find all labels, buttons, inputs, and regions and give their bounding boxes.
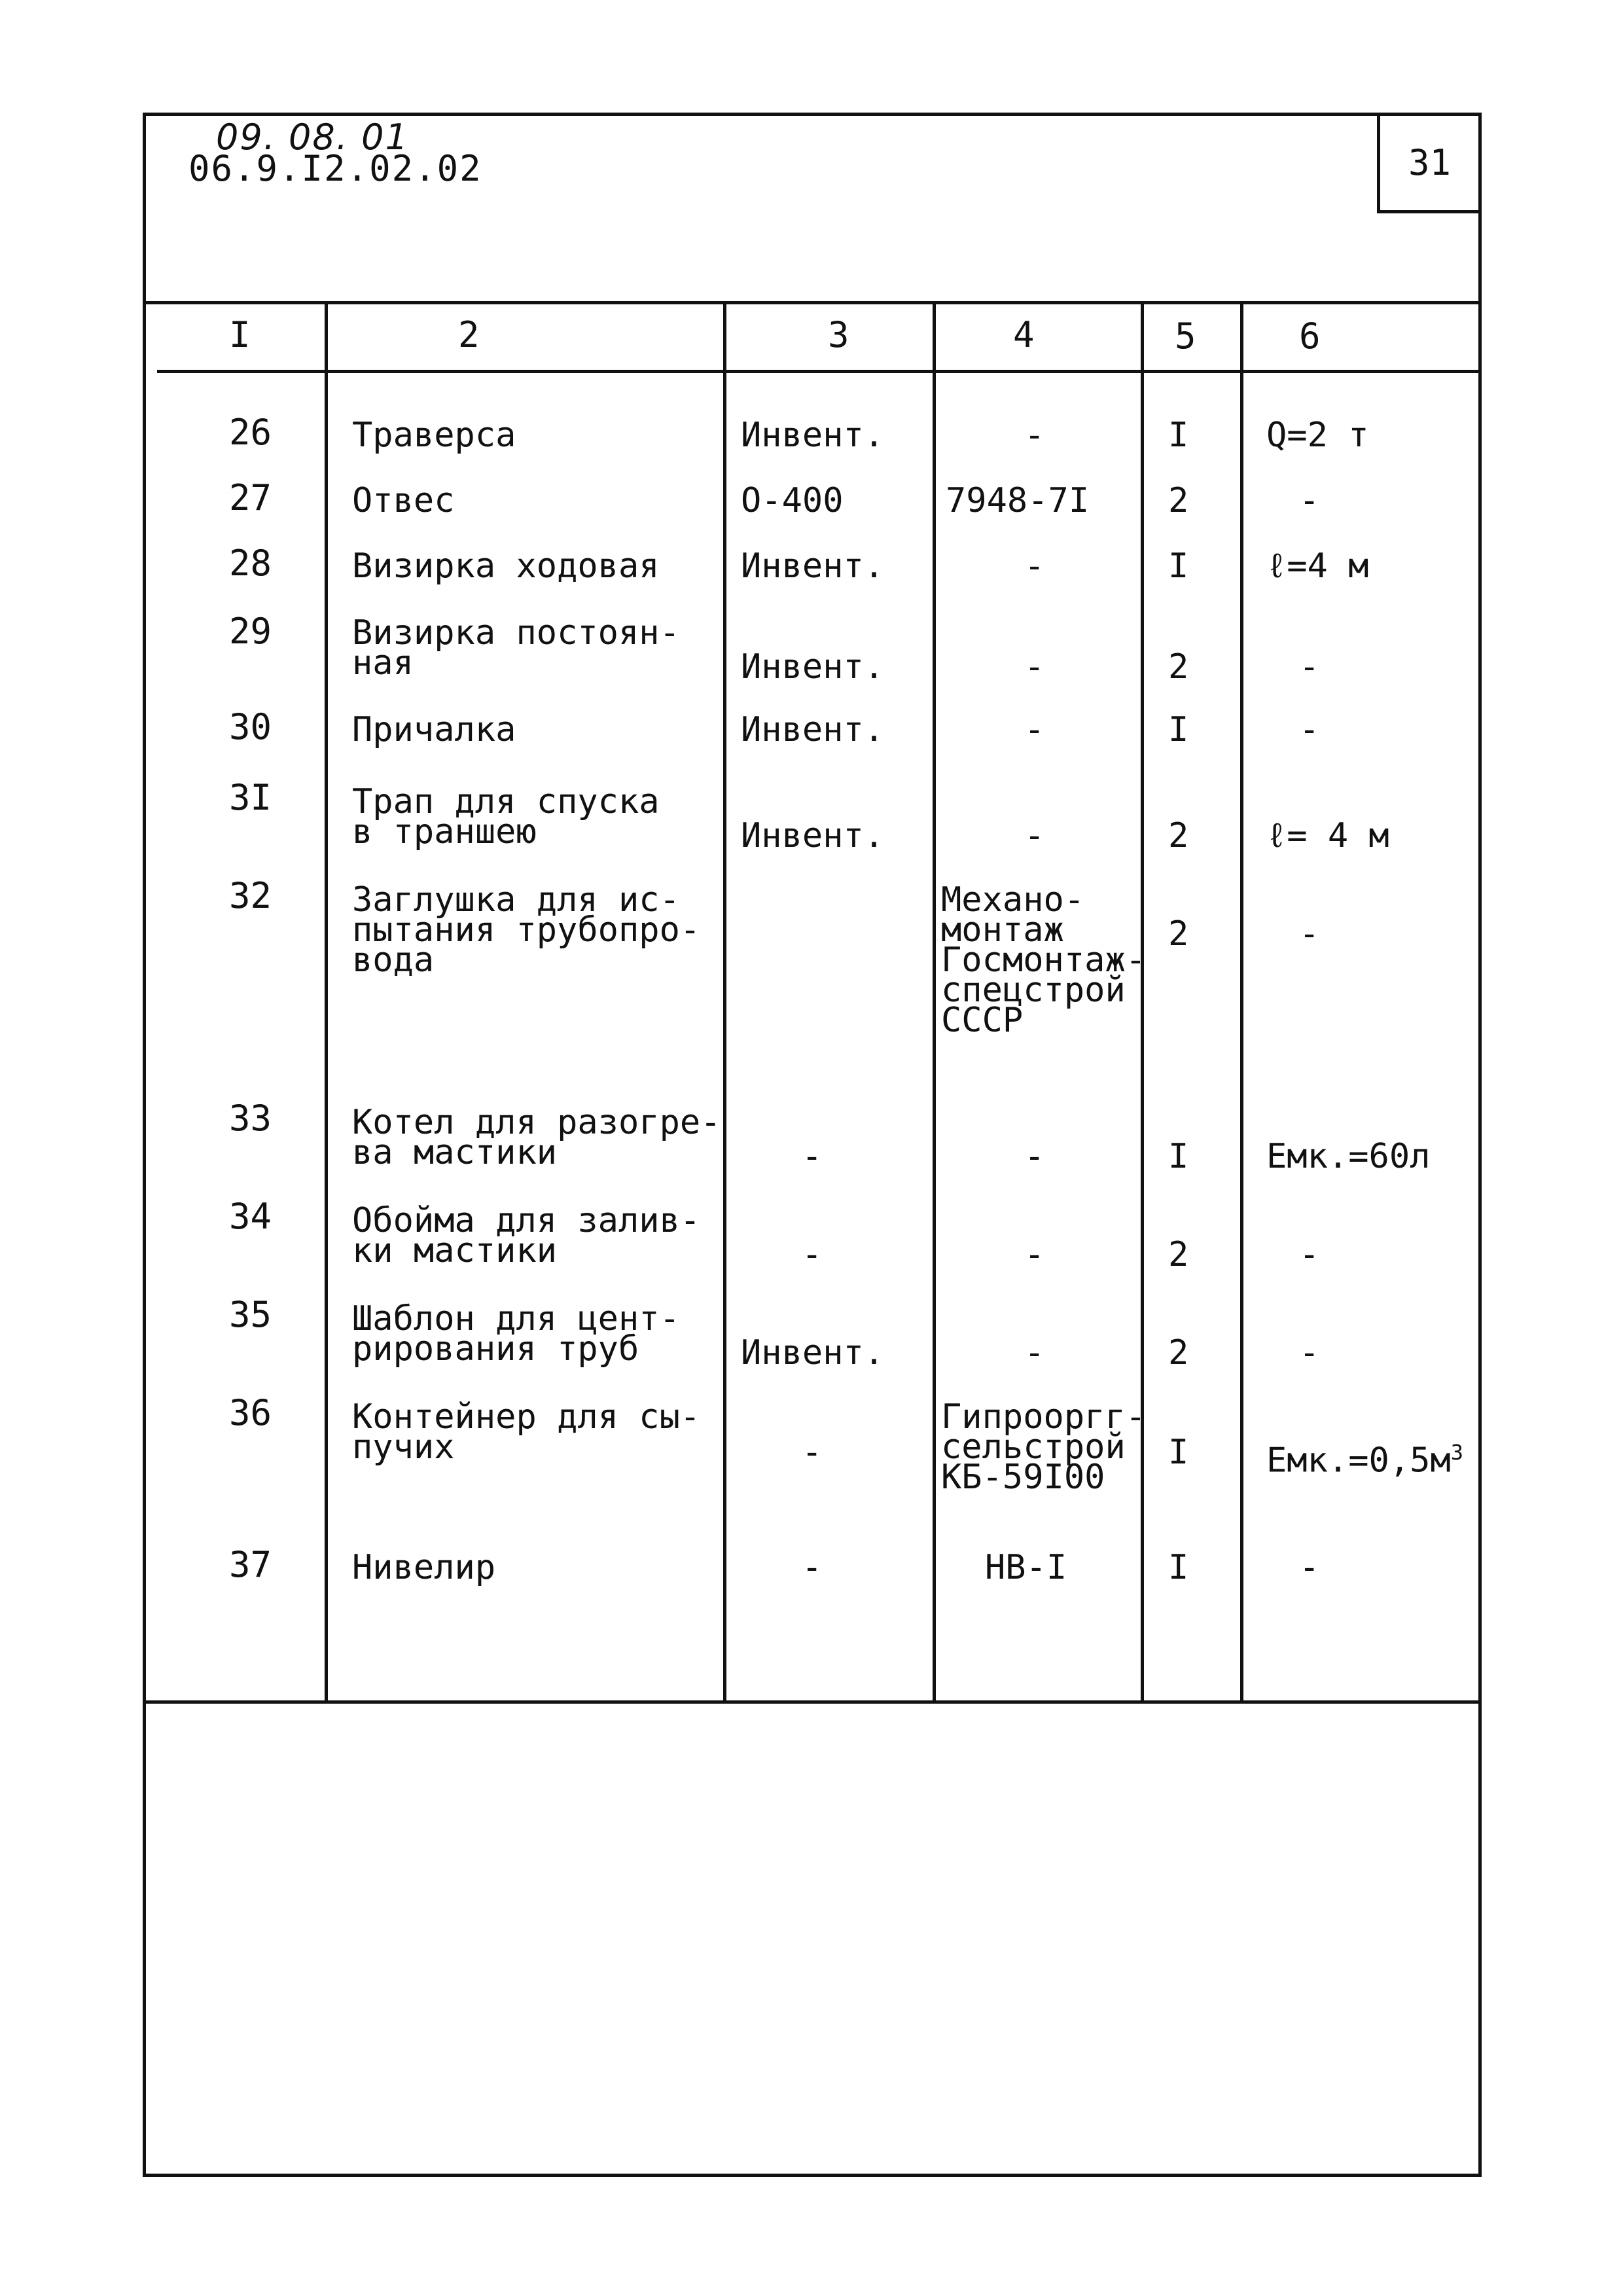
item-quantity: 2 bbox=[1168, 816, 1189, 855]
item-type: - bbox=[802, 1548, 823, 1587]
item-type: Инвент. bbox=[741, 416, 885, 455]
item-quantity: 2 bbox=[1168, 1235, 1189, 1274]
item-standard: Гипрооргг- сельстрой КБ-59I00 bbox=[941, 1397, 1147, 1497]
column-header-5: 5 bbox=[1175, 315, 1196, 357]
row-number: 34 bbox=[229, 1196, 272, 1237]
page-number: 31 bbox=[1408, 142, 1452, 183]
item-quantity: 2 bbox=[1168, 1333, 1189, 1372]
table-bottom-rule bbox=[143, 1700, 1482, 1704]
row-number: 33 bbox=[229, 1098, 272, 1139]
row-number: 3I bbox=[229, 777, 272, 818]
item-note: Q=2 т bbox=[1266, 416, 1369, 455]
item-note bbox=[1266, 1437, 1464, 1480]
item-note: ℓ=4 м bbox=[1266, 547, 1369, 586]
item-name: Обойма для залив- ки мастики bbox=[352, 1201, 701, 1270]
item-name: Шаблон для цент- рирования труб bbox=[352, 1299, 680, 1369]
item-standard: - bbox=[1024, 1235, 1045, 1274]
item-quantity: I bbox=[1168, 416, 1189, 455]
item-standard: 7948-7I bbox=[946, 481, 1090, 520]
item-quantity: 2 bbox=[1168, 914, 1189, 954]
item-type: - bbox=[802, 1137, 823, 1176]
item-standard: - bbox=[1024, 416, 1045, 455]
item-quantity: I bbox=[1168, 547, 1189, 586]
page-number-box bbox=[1377, 115, 1479, 213]
item-note: Емк.=60л bbox=[1266, 1137, 1431, 1176]
column-header-6: 6 bbox=[1299, 315, 1321, 357]
item-type: - bbox=[802, 1433, 823, 1472]
item-quantity: I bbox=[1168, 1433, 1189, 1472]
item-name: Визирка постоян- ная bbox=[352, 613, 680, 683]
row-number: 36 bbox=[229, 1392, 272, 1433]
item-type: Инвент. bbox=[741, 816, 885, 855]
column-header-1: I bbox=[229, 314, 251, 355]
column-divider-1 bbox=[325, 301, 328, 1702]
row-number: 35 bbox=[229, 1294, 272, 1335]
item-name: Контейнер для сы- пучих bbox=[352, 1397, 701, 1467]
item-note: - bbox=[1299, 914, 1320, 954]
document-code: 06.9.I2.02.02 bbox=[188, 148, 482, 189]
item-standard: Механо- монтаж Госмонтаж- спецстрой СССР bbox=[941, 880, 1147, 1040]
column-header-3: 3 bbox=[828, 314, 849, 355]
row-number: 26 bbox=[229, 412, 272, 453]
item-name: Траверса bbox=[352, 416, 516, 455]
item-quantity: I bbox=[1168, 710, 1189, 749]
item-type: Инвент. bbox=[741, 647, 885, 687]
item-note: - bbox=[1299, 710, 1320, 749]
row-number: 32 bbox=[229, 875, 272, 916]
item-note-superscript: 3 bbox=[1450, 1440, 1464, 1465]
column-header-2: 2 bbox=[458, 314, 480, 355]
item-note: - bbox=[1299, 481, 1320, 520]
row-number: 27 bbox=[229, 477, 272, 518]
item-note: ℓ= 4 м bbox=[1266, 816, 1389, 855]
item-note: - bbox=[1299, 647, 1320, 687]
item-name: Котел для разогре- ва мастики bbox=[352, 1103, 721, 1172]
item-standard: - bbox=[1024, 816, 1045, 855]
item-type: - bbox=[802, 1235, 823, 1274]
item-note-text: Емк.=0,5м bbox=[1266, 1441, 1451, 1480]
item-type: Инвент. bbox=[741, 710, 885, 749]
item-standard: - bbox=[1024, 710, 1045, 749]
row-number: 28 bbox=[229, 543, 272, 584]
item-standard: - bbox=[1024, 1333, 1045, 1372]
item-quantity: I bbox=[1168, 1548, 1189, 1587]
item-name: Заглушка для ис- пытания трубопро- вода bbox=[352, 880, 701, 980]
row-number: 29 bbox=[229, 611, 272, 652]
column-header-4: 4 bbox=[1013, 314, 1035, 355]
item-type: Инвент. bbox=[741, 1333, 885, 1372]
item-type: Инвент. bbox=[741, 547, 885, 586]
item-type: О-400 bbox=[741, 481, 844, 520]
item-standard: - bbox=[1024, 647, 1045, 687]
item-name: Причалка bbox=[352, 710, 516, 749]
item-note: - bbox=[1299, 1333, 1320, 1372]
item-name: Трап для спуска в траншею bbox=[352, 782, 660, 852]
column-divider-5 bbox=[1240, 301, 1243, 1702]
item-quantity: 2 bbox=[1168, 647, 1189, 687]
item-quantity: I bbox=[1168, 1137, 1189, 1176]
column-divider-3 bbox=[933, 301, 936, 1702]
table-header-rule bbox=[157, 370, 1482, 373]
item-name: Отвес bbox=[352, 481, 455, 520]
row-number: 37 bbox=[229, 1544, 272, 1585]
table-top-rule bbox=[143, 301, 1482, 304]
row-number: 30 bbox=[229, 706, 272, 747]
item-note: - bbox=[1299, 1235, 1320, 1274]
item-name: Визирка ходовая bbox=[352, 547, 660, 586]
item-name: Нивелир bbox=[352, 1548, 496, 1587]
item-standard: НВ-I bbox=[985, 1548, 1067, 1587]
item-standard: - bbox=[1024, 547, 1045, 586]
document-code-handwritten: 09. 08. 01 bbox=[216, 117, 409, 158]
column-divider-2 bbox=[723, 301, 726, 1702]
item-quantity: 2 bbox=[1168, 481, 1189, 520]
item-note: - bbox=[1299, 1548, 1320, 1587]
item-standard: - bbox=[1024, 1137, 1045, 1176]
